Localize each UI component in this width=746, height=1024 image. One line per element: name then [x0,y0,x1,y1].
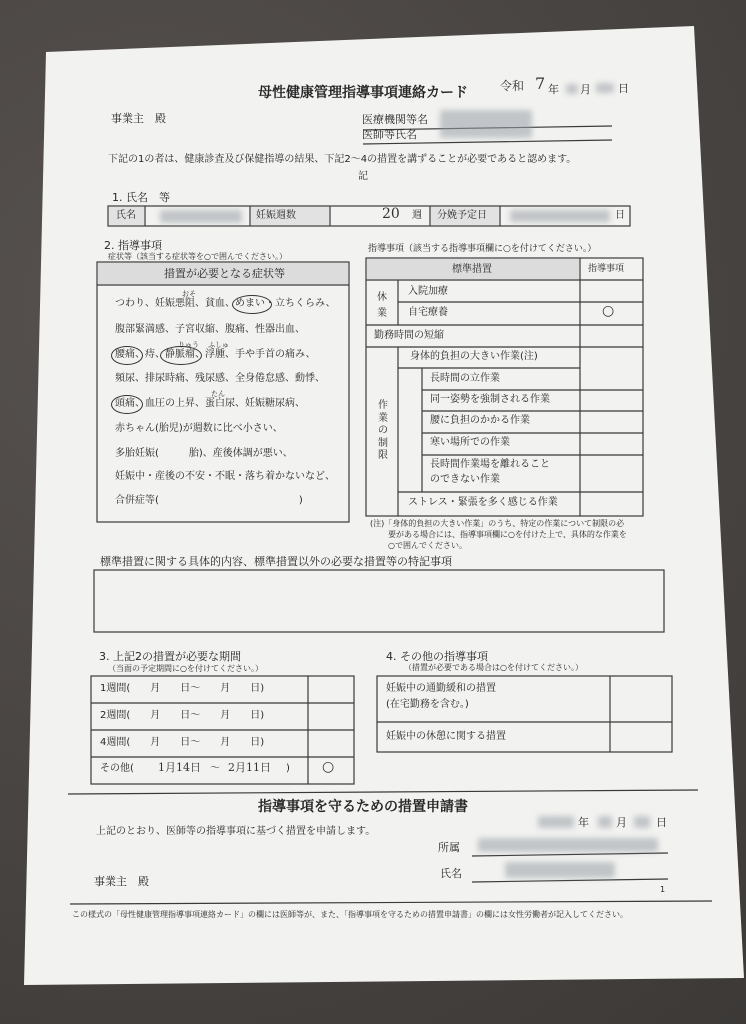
employer-addressee: 事業主 殿 [111,112,166,125]
work-limit-label: 作業の制限 [378,400,388,461]
redacted-request-year [538,816,574,828]
circled-zutsuu [111,395,143,414]
weeks-value: 20 [382,206,400,222]
work-sub-item: 寒い場所での作業 [430,437,510,448]
ruby-oso: おそ [182,290,196,298]
work-sub-item: 長時間の立作業 [430,373,500,384]
work-sub-item: 同一姿勢を強制される作業 [430,394,550,405]
symptom-line: 合併症等( ) [115,495,303,506]
doctor-label: 医師等氏名 [362,128,417,141]
stress-item: ストレス・緊張を多く感じる作業 [408,497,558,508]
request-employer: 事業主 殿 [94,875,149,888]
request-month-unit: 月 [616,816,627,829]
special-heading: 標準措置に関する具体的内容、標準措置以外の必要な措置等の特記事項 [100,555,452,568]
date-year: 7 [535,74,546,93]
guidance-note: ○で囲んでください。 [388,541,467,550]
work-sub-item: 腰に負担のかかる作業 [430,415,530,426]
request-body: 上記のとおり、医師等の指導事項に基づく措置を申請します。 [96,826,376,837]
period-row: 1週間( 月 日～ 月 日) [100,683,265,694]
symptom-box-header: 措置が必要となる症状等 [164,267,285,280]
commute-item: 妊娠中の通勤緩和の措置 [386,683,496,694]
other-to-date: 2月11日 [228,761,271,774]
other-period-mark: ○ [322,759,335,775]
col-measure: 標準措置 [452,264,492,275]
redacted-month [566,84,578,94]
form-title: 母性健康管理指導事項連絡カード [258,85,468,101]
home-care-mark: ○ [602,303,615,319]
circled-youtsu [111,346,143,365]
section4-heading: 4. その他の指導事項 [386,650,488,663]
guidance-note: (注)「身体的負担の大きい作業」のうち、特定の作業について制限の必 [370,519,625,528]
ki-text: 記 [358,171,368,182]
other-tilde: ～ [210,763,220,774]
break-item: 妊娠中の休憩に関する措置 [386,731,506,742]
section3-heading: 3. 上記2の措置が必要な期間 [99,650,241,663]
redacted-affiliation [478,838,658,852]
symptom-line: 妊娠中・産後の不安・不眠・落ち着かないなど、 [115,471,335,482]
date-era: 令和 [500,79,525,93]
rest-label: 休業 [377,292,387,319]
weeks-label: 妊娠週数 [256,210,296,221]
redacted-applicant-name [505,862,615,878]
due-label: 分娩予定日 [437,210,487,221]
period-row: 4週間( 月 日～ 月 日) [100,737,265,748]
request-title: 指導事項を守るための措置申請書 [258,799,468,815]
guidance-note: 要がある場合には、指導事項欄に○を付けた上で、具体的な作業を [388,530,627,539]
period-row: その他( [100,763,134,774]
intro-text: 下記の1の者は、健康診査及び保健指導の結果、下記2～4の措置を講ずることが必要であると認めます。 [108,154,577,165]
redacted-name [160,210,242,223]
symptom-line: 多胎妊娠( 胎)、産後体調が悪い、 [115,448,293,459]
date-day-unit: 日 [618,82,629,95]
section3-subheading: （当面の予定期間に○を付けてください。） [108,664,263,673]
due-day-unit: 日 [615,210,625,221]
home-care-item: 自宅療養 [408,307,448,318]
hospital-item: 入院加療 [408,286,448,297]
page-mark: 1 [660,885,666,894]
symptom-line: 腰痛、痔、静脈瘤、浮腫、手や手首の痛み、 [115,349,316,360]
redacted-day [596,83,614,93]
affiliation-label: 所属 [438,841,460,854]
symptom-line: 頭痛、血圧の上昇、蛋白尿、妊娠糖尿病、 [115,398,305,409]
redacted-request-day [634,816,650,828]
commute-item-note: (在宅勤務を含む。) [386,699,469,710]
section2-subheading: 症状等（該当する症状等を○で囲んでください。） [108,252,287,261]
name-label: 氏名 [116,210,136,221]
symptom-line: 赤ちゃん(胎児)が週数に比べ小さい、 [115,423,283,434]
footer-note: この様式の「母性健康管理指導事項連絡カード」の欄には医師等が、また、「指導事項を守るための措置申請書」の欄には女性労働者が記入してください。 [72,910,628,919]
circled-memai [232,295,272,314]
symptom-line: 頻尿、排尿時痛、残尿感、全身倦怠感、動悸、 [115,373,325,384]
ruby-fushu: ふしゅ [208,341,229,349]
institution-label: 医療機関等名 [362,113,428,126]
redacted-due-date [510,210,610,222]
request-name-label: 氏名 [440,867,462,880]
short-hours-item: 勤務時間の短縮 [374,330,444,341]
cannot-leave-line1: 長時間作業場を離れること [430,459,550,470]
ruby-tan: たん [211,390,225,398]
heavy-work-item: 身体的負担の大きい作業(注) [410,351,538,362]
section2-heading: 2. 指導事項 [104,239,162,252]
section1-heading: 1. 氏名 等 [112,191,170,204]
other-from-date: 1月14日 [158,761,201,774]
weeks-unit: 週 [412,210,422,221]
request-day-unit: 日 [656,816,667,829]
request-year-unit: 年 [578,816,589,829]
col-guidance: 指導事項 [588,264,625,274]
redacted-request-month [598,816,612,828]
circled-joumyakuryuu [160,346,202,365]
other-close: ) [286,763,290,774]
symptom-line: つわり、妊娠悪阻、貧血、めまい・立ちくらみ、 [115,298,336,309]
date-month-unit: 月 [580,83,591,96]
period-row: 2週間( 月 日～ 月 日) [100,710,265,721]
guidance-heading: 指導事項（該当する指導事項欄に○を付けてください。） [368,244,597,254]
cannot-leave-line2: のできない作業 [430,474,500,485]
date-year-unit: 年 [548,83,559,96]
redacted-institution [440,110,532,138]
section4-subheading: （措置が必要である場合は○を付けてください。） [404,663,583,672]
ruby-ryuu: りゅう [178,341,199,349]
symptom-line: 腹部緊満感、子宮収縮、腹痛、性器出血、 [115,324,305,335]
